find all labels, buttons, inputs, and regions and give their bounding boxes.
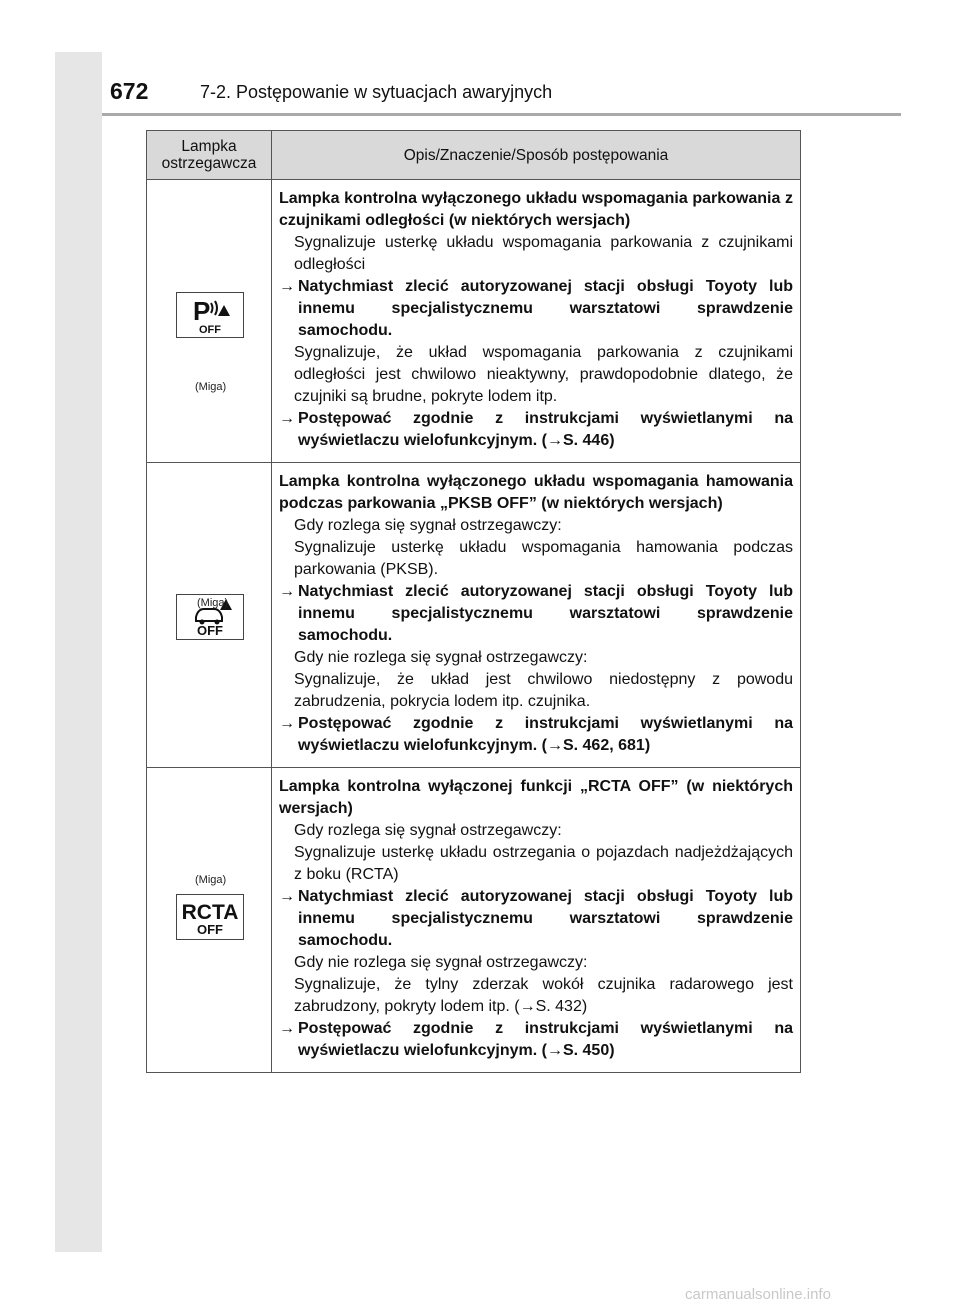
arrow-icon: → <box>519 998 536 1015</box>
column-header-lamp <box>147 131 272 180</box>
arrow-icon: → <box>546 1042 563 1059</box>
description-text: Sygnalizuje, że układ jest chwilowo niedostępny z powodu zabrudzenia, pokrycia lodem itp. czujnika. <box>294 671 793 710</box>
svg-text:OFF: OFF <box>199 324 221 336</box>
action-text: Postępować zgodnie z instrukcjami wyświetlanymi na wyświetlaczu wielofunkcyjnym. ( <box>298 410 793 449</box>
condition-text: Gdy nie rozlega się sygnał ostrzegawczy: <box>294 649 588 666</box>
arrow-icon: → <box>279 715 295 732</box>
action-text: Postępować zgodnie z instrukcjami wyświetlanymi na wyświetlaczu wielofunkcyjnym. ( <box>298 715 793 754</box>
description-text <box>294 974 793 1018</box>
action-item <box>279 581 793 647</box>
table-row <box>147 768 801 1073</box>
description-text: Sygnalizuje usterkę układu ostrzegania o pojazdach nadjeżdżających z boku (RCTA) <box>294 844 793 883</box>
condition-text: Gdy rozlega się sygnał ostrzegawczy: <box>294 822 562 839</box>
arrow-icon: → <box>279 888 295 905</box>
lamp-cell <box>147 180 272 463</box>
action-item <box>279 886 793 952</box>
arrow-icon: → <box>279 583 295 600</box>
arrow-icon: → <box>279 1020 295 1037</box>
action-item <box>279 1018 793 1062</box>
action-text: Postępować zgodnie z instrukcjami wyświetlanymi na wyświetlaczu wielofunkcyjnym. ( <box>298 1020 793 1059</box>
warning-lamp-table <box>146 130 801 1073</box>
lamp-cell <box>147 768 272 1073</box>
page-reference[interactable]: S. 462, 681) <box>562 737 651 754</box>
description-cell <box>272 463 801 768</box>
description-cell <box>272 768 801 1073</box>
page-reference[interactable]: S. 446) <box>562 432 615 449</box>
lamp-title: Lampka kontrolna wyłączonego układu wspomagania hamowania podczas parkowania „PKSB OFF” (w niektórych wersjach) <box>279 473 793 512</box>
action-item <box>279 408 793 452</box>
column-header-description: Opis/Znaczenie/Sposób postępowania <box>272 131 801 180</box>
description-text: Sygnalizuje, że układ wspomagania parkowania z czujnikami odległości jest chwilowo nieaktywny, prawdopodobnie dlatego, że czujniki są brudne, pokryte lodem itp. <box>294 344 793 405</box>
blink-label: (Miga) <box>195 381 227 393</box>
svg-text:OFF: OFF <box>197 623 223 638</box>
arrow-icon: → <box>279 410 295 427</box>
description-text: Sygnalizuje usterkę układu wspomagania parkowania z czujnikami odległości <box>294 234 793 273</box>
description-text: Sygnalizuje usterkę układu wspomagania hamowania podczas parkowania (PKSB). <box>294 539 793 578</box>
side-margin-strip <box>55 52 102 1252</box>
svg-text:P: P <box>193 296 211 326</box>
arrow-icon: → <box>546 432 563 449</box>
action-text: Natychmiast zlecić autoryzowanej stacji obsługi Toyoty lub innemu specjalistycznemu warsztatowi sprawdzenie samochodu. <box>298 583 793 644</box>
table-header-row <box>147 131 801 180</box>
arrow-icon: → <box>279 278 295 295</box>
blink-label: (Miga) <box>197 597 229 609</box>
action-item <box>279 713 793 757</box>
lamp-cell <box>147 463 272 768</box>
blink-label: (Miga) <box>195 874 227 886</box>
chapter-title: 7-2. Postępowanie w sytuacjach awaryjnych <box>200 82 553 102</box>
condition-text: Gdy nie rozlega się sygnał ostrzegawczy: <box>294 954 588 971</box>
description-body: Sygnalizuje, że tylny zderzak wokół czujnika radarowego jest zabrudzony, pokryty lodem itp. ( <box>294 976 793 1015</box>
lamp-title: Lampka kontrolna wyłączonego układu wspomagania parkowania z czujnikami odległości (w niektórych wersjach) <box>279 190 793 229</box>
action-text: Natychmiast zlecić autoryzowanej stacji obsługi Toyoty lub innemu specjalistycznemu warsztatowi sprawdzenie samochodu. <box>298 278 793 339</box>
lamp-title: Lampka kontrolna wyłączonej funkcji „RCTA OFF” (w niektórych wersjach) <box>279 778 793 817</box>
page-number: 672 <box>110 78 149 104</box>
column-header-lamp-line1: Lampka <box>181 138 237 155</box>
arrow-icon: → <box>546 737 563 754</box>
table-row <box>147 463 801 768</box>
header-divider <box>102 113 901 116</box>
page-reference[interactable]: S. 450) <box>562 1042 615 1059</box>
action-item <box>279 276 793 342</box>
parking-sensor-off-icon <box>176 292 244 338</box>
rcta-off-icon <box>176 894 244 940</box>
column-header-lamp-line2: ostrzegawcza <box>161 155 257 172</box>
condition-text: Gdy rozlega się sygnał ostrzegawczy: <box>294 517 562 534</box>
svg-text:RCTA: RCTA <box>181 901 239 924</box>
page-reference[interactable]: S. 432) <box>535 998 588 1015</box>
action-text: Natychmiast zlecić autoryzowanej stacji obsługi Toyoty lub innemu specjalistycznemu warsztatowi sprawdzenie samochodu. <box>298 888 793 949</box>
watermark: carmanualsonline.info <box>685 1286 831 1303</box>
svg-text:OFF: OFF <box>197 922 223 937</box>
description-cell <box>272 180 801 463</box>
table-row <box>147 180 801 463</box>
